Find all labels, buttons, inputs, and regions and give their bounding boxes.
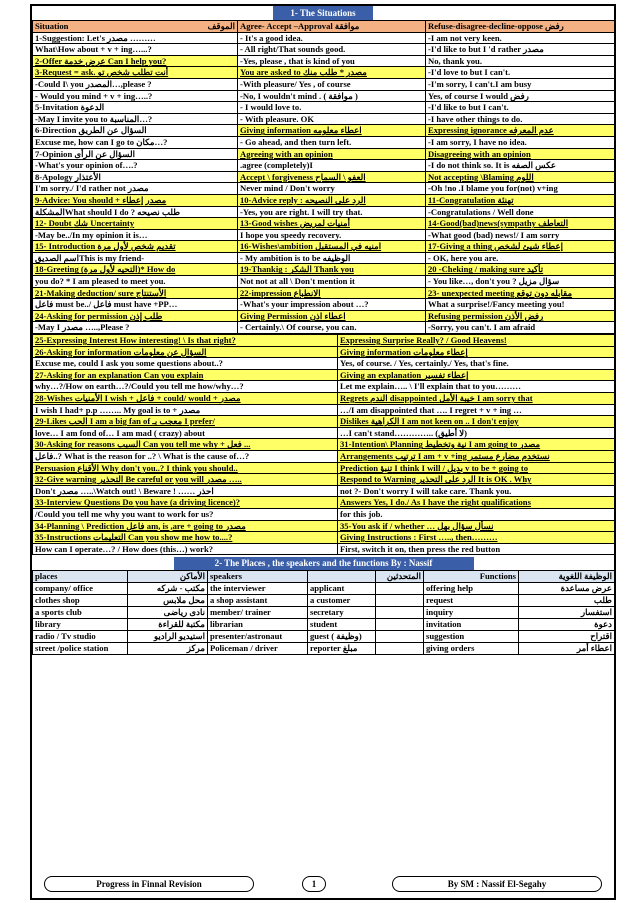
places-cell: member/ trainer <box>208 607 308 619</box>
places-cell: مركز <box>128 643 208 655</box>
places-cell: a customer <box>308 595 376 607</box>
situation-cell: 33-Interview Questions Do you have (a driving licence)? <box>33 497 338 509</box>
situation-row <box>33 55 615 67</box>
situation-row-2col <box>33 439 615 451</box>
places-row <box>33 607 615 619</box>
places-cell: a shop assistant <box>208 595 308 607</box>
places-cell: secretary <box>308 607 376 619</box>
places-cell: guest ( وظيفة) <box>308 631 376 643</box>
situation-cell: Not not at all \ Don't mention it <box>238 276 426 288</box>
situation-cell: Prediction تنبؤ I think I will / بديل v to be + going to <box>338 462 615 474</box>
header-agree: Agree- Accept –Approval موافقة <box>238 21 426 33</box>
situation-cell: 25-Expressing Interest How interesting! \ Is that right? <box>33 335 338 347</box>
situation-cell: 18-Greeting (التحيه لأول مرة)* How do <box>33 264 238 276</box>
situation-cell: 10-Advice reply : الرد على النصيحه <box>238 194 426 206</box>
situation-cell: Let me explain….. \ I'll explain that to you……… <box>338 381 615 393</box>
situation-cell: why…?/How on earth…?/Could you tell me how/why…? <box>33 381 338 393</box>
places-cell: a sports club <box>33 607 128 619</box>
situation-cell: - With pleasure. OK <box>238 113 426 125</box>
situation-cell: 26-Asking for information السؤال عن معلومات <box>33 346 338 358</box>
places-cell: library <box>33 619 128 631</box>
situation-cell: 23- unexpected meeting مقابله دون توقع <box>426 287 615 299</box>
situation-cell: 35-Instructions التعليمات Can you show me how to....? <box>33 532 338 544</box>
situation-cell: -What good (bad) news!/ I am sorry <box>426 229 615 241</box>
places-cell: reporter مبلغ <box>308 643 376 655</box>
places-table <box>32 570 615 655</box>
places-cell <box>376 643 424 655</box>
situation-cell: 6-Direction السؤال عن الطريق <box>33 125 238 137</box>
situation-cell: Refusing permission رفض الأذن <box>426 310 615 322</box>
situation-cell: 14-Good(bad)news(sympathy التعاطف <box>426 218 615 230</box>
situation-cell: No, thank you. <box>426 55 615 67</box>
places-row <box>33 583 615 595</box>
situation-cell: - Would you mind + v + ing…..? <box>33 90 238 102</box>
places-header-row <box>33 571 615 583</box>
situation-row <box>33 148 615 160</box>
situation-cell: -I'd like to but I 'd rather مصدر <box>426 44 615 56</box>
situation-cell: -I'm sorry, I can't.I am busy <box>426 78 615 90</box>
situation-cell: What\How about + v + ing…...? <box>33 44 238 56</box>
situation-cell: 32-Give warning التحذير Be careful or you will مصدر ….. <box>33 474 338 486</box>
situation-cell: Persuasion الأقناع Why don't you..? I think you should.. <box>33 462 338 474</box>
situation-cell: 30-Asking for reasons السبب Can you tell me why + فعل ... <box>33 439 338 451</box>
places-cell: inquiry <box>424 607 519 619</box>
situation-row <box>33 183 615 195</box>
situation-row <box>33 264 615 276</box>
situation-cell: 15- Introduction تقديم شخص لأول مرة <box>33 241 238 253</box>
situation-row <box>33 276 615 288</box>
situation-cell: Answers Yes, I do./ As I have the right qualifications <box>338 497 615 509</box>
situation-row <box>33 241 615 253</box>
places-cell <box>376 595 424 607</box>
places-cell: اقتراح <box>519 631 615 643</box>
places-cell: مكتب - شركه <box>128 583 208 595</box>
places-cell: مكتبة للقراءة <box>128 619 208 631</box>
situation-row <box>33 160 615 172</box>
places-cell: clothes shop <box>33 595 128 607</box>
places-cell: عرض مساعدة <box>519 583 615 595</box>
situation-cell: - It's a good idea. <box>238 32 426 44</box>
situation-cell: -I'd like to but I can't. <box>426 102 615 114</box>
situation-cell: -What's your opinion of….? <box>33 160 238 172</box>
situation-row <box>33 78 615 90</box>
situation-row-2col <box>33 508 615 520</box>
places-cell: company/ office <box>33 583 128 595</box>
situation-cell: فاعل must be../ فاعل must have +PP… <box>33 299 238 311</box>
situation-cell: Expressing Surprise Really? / Good Heavens! <box>338 335 615 347</box>
places-cell <box>376 631 424 643</box>
situation-cell: Yes, of course I would رفض <box>426 90 615 102</box>
situation-row-2col <box>33 497 615 509</box>
situation-cell: 34-Planning \ Prediction فاعل am, is ,are + going to مصدر <box>33 520 338 532</box>
situation-row <box>33 113 615 125</box>
title-bar <box>32 6 614 20</box>
situation-cell: Giving Permission اعطاء اذن <box>238 310 426 322</box>
places-cell: street /police station <box>33 643 128 655</box>
situation-cell: - All right/That sounds good. <box>238 44 426 56</box>
situation-cell: 12- Doubt شك Uncertainty <box>33 218 238 230</box>
situation-cell: -I am not very keen. <box>426 32 615 44</box>
situation-cell: …/I am disappointed that …. I regret + v + ing … <box>338 404 615 416</box>
situation-row <box>33 171 615 183</box>
situation-cell: Excuse me, could I ask you some questions about..? <box>33 358 338 370</box>
places-cell: radio / Tv studio <box>33 631 128 643</box>
situation-row-2col <box>33 427 615 439</box>
situation-cell: Arrangements ترتيب I am + v +ing نستخدم مضارع مستمر <box>338 450 615 462</box>
situation-cell: 16-Wishes\ambition امنيه في المستقبل <box>238 241 426 253</box>
situation-row-2col <box>33 485 615 497</box>
situation-cell: I hope you speedy recovery. <box>238 229 426 241</box>
situation-cell: Never mind / Don't worry <box>238 183 426 195</box>
places-cell <box>376 619 424 631</box>
situation-row <box>33 287 615 299</box>
situation-row <box>33 310 615 322</box>
places-cell <box>376 583 424 595</box>
situation-cell: -Oh !no .I blame you for(not) v+ing <box>426 183 615 195</box>
situation-cell: -Congratulations / Well done <box>426 206 615 218</box>
situation-cell: /Could you tell me why you want to work for us? <box>33 508 338 520</box>
places-cell: Policeman / driver <box>208 643 308 655</box>
situation-row-2col <box>33 543 615 555</box>
situation-cell: المشكلةWhat should I do ? طلب نصيحه <box>33 206 238 218</box>
footer-left: Progress in Finnal Revision <box>44 876 254 892</box>
situation-cell: -No, I wouldn't mind . ( موافقة ) <box>238 90 426 102</box>
situation-cell: -I am sorry, I have no idea. <box>426 136 615 148</box>
situation-cell: 2-Offer عرض خدمة Can I help you? <box>33 55 238 67</box>
situation-cell: اسم الصديقThis is my friend- <box>33 252 238 264</box>
page-title: 1- The Situations <box>273 6 373 20</box>
situation-cell: you do? * I am pleased to meet you. <box>33 276 238 288</box>
situation-row <box>33 299 615 311</box>
situation-row <box>33 229 615 241</box>
situation-cell: Not accepting \Blaming اللوم <box>426 171 615 183</box>
situation-cell: Giving an explanation إعطاء تفسير <box>338 369 615 381</box>
situation-row-2col <box>33 346 615 358</box>
places-row <box>33 643 615 655</box>
places-cell: دعوة <box>519 619 615 631</box>
situation-cell: 29-Likes الحب I am a big fan of معجب بـ I prefer/ <box>33 416 338 428</box>
places-cell: the interviewer <box>208 583 308 595</box>
situation-cell: .agree (completely)I <box>238 160 426 172</box>
situation-cell: فاعل..? What is the reason for ..? \ What is the cause of…? <box>33 450 338 462</box>
places-header-cell: الوظيفة اللغوية <box>519 571 615 583</box>
situation-cell: -May I مصدر …..,Please ? <box>33 322 238 334</box>
situation-cell: - OK, here you are. <box>426 252 615 264</box>
situation-cell: - Certainly.\ Of course, you can. <box>238 322 426 334</box>
places-cell: invitation <box>424 619 519 631</box>
situation-cell: How can I operate…? / How does (this…) work? <box>33 543 338 555</box>
situation-cell: I'm sorry./ I'd rather not مصدر <box>33 183 238 195</box>
situation-cell: Disagreeing with an opinion <box>426 148 615 160</box>
footer-right: By SM : Nassif El-Segahy <box>392 876 602 892</box>
places-header-cell: places <box>33 571 128 583</box>
situation-cell: 22-impression الانطباع <box>238 287 426 299</box>
situation-cell: Giving information اعطاء معلومه <box>238 125 426 137</box>
situation-cell: - My ambition is to be الوظيفه <box>238 252 426 264</box>
places-cell: طلب <box>519 595 615 607</box>
situation-cell: -I have other things to do. <box>426 113 615 125</box>
situation-cell: 1-Suggestion: Let's مصدر ……… <box>33 32 238 44</box>
situation-row <box>33 44 615 56</box>
situation-cell: I wish I had+ p.p …….. My goal is to + مصدر <box>33 404 338 416</box>
situation-row-2col <box>33 404 615 416</box>
situations-header-row <box>33 21 615 33</box>
situation-cell: 11-Congratulation تهنئة <box>426 194 615 206</box>
situation-cell: 5-Invitation الدعوة <box>33 102 238 114</box>
situation-cell: 17-Giving a thing إعطاء شيئ لشخص <box>426 241 615 253</box>
situation-cell: First, switch it on, then press the red button <box>338 543 615 555</box>
situation-cell: …I can't stand………….. (لا أطيق) <box>338 427 615 439</box>
places-cell: نادى رياضى <box>128 607 208 619</box>
situation-row-2col <box>33 393 615 405</box>
page-number: 1 <box>302 876 326 892</box>
situation-row-2col <box>33 474 615 486</box>
situation-cell: 3-Request = ask. أنت تطلب شخص تو <box>33 67 238 79</box>
situation-cell: 9-Advice: You should + مصدر إعطاء <box>33 194 238 206</box>
places-header-cell: المتحدثين <box>376 571 424 583</box>
situation-row <box>33 218 615 230</box>
situation-cell: 24-Asking for permission طلب إذن <box>33 310 238 322</box>
situation-cell: -With pleasure/ Yes , of course <box>238 78 426 90</box>
places-cell: استفسار <box>519 607 615 619</box>
footer <box>30 872 616 896</box>
places-cell <box>376 607 424 619</box>
situation-row-2col <box>33 381 615 393</box>
situation-cell: Don't مصدر …..\Watch out! \ Beware ! …… احذر <box>33 485 338 497</box>
situation-cell: -May be../In my opinion it is… <box>33 229 238 241</box>
places-cell: محل ملابس <box>128 595 208 607</box>
situation-row <box>33 125 615 137</box>
places-cell: request <box>424 595 519 607</box>
situation-cell: -I do not think so. It is عكس الصفه <box>426 160 615 172</box>
situation-cell: Dislikes الكراهية I am not keen on .. I don't enjoy <box>338 416 615 428</box>
situation-cell: 19-Thankig : الشكر Thank you <box>238 264 426 276</box>
situation-cell: love… I am fond of… I am mad ( crazy) about <box>33 427 338 439</box>
places-header-cell <box>308 571 376 583</box>
places-header-cell: speakers <box>208 571 308 583</box>
situation-row-2col <box>33 462 615 474</box>
situation-cell: Regrets الندم disappointed خيبة الأمل I am sorry that <box>338 393 615 405</box>
situation-row-2col <box>33 358 615 370</box>
situation-cell: - I would love to. <box>238 102 426 114</box>
header-situation: Situation الموقف <box>33 21 238 33</box>
situation-row-2col <box>33 369 615 381</box>
situation-cell: for this job. <box>338 508 615 520</box>
situation-cell: 28-Wishes الأمنيات I wish + فاعل + could/ would + مصدر <box>33 393 338 405</box>
situation-cell: 21-Making deduction/ sure الأستنتاج <box>33 287 238 299</box>
situation-cell: -Yes, you are right. I will try that. <box>238 206 426 218</box>
situation-cell: -What's your impression about …? <box>238 299 426 311</box>
situation-cell: 8-Apology الأعتذار <box>33 171 238 183</box>
situation-cell: -May I invite you to المناسبة…? <box>33 113 238 125</box>
situation-row-2col <box>33 520 615 532</box>
places-cell: librarian <box>208 619 308 631</box>
situation-cell: -Sorry, you can't. I am afraid <box>426 322 615 334</box>
situation-row <box>33 90 615 102</box>
situation-cell: - Go ahead, and then turn left. <box>238 136 426 148</box>
situation-row-2col <box>33 532 615 544</box>
situation-cell: 20 -Cheking / making sure تأكيد <box>426 264 615 276</box>
situations-table <box>32 20 615 334</box>
situation-row <box>33 136 615 148</box>
situation-cell: Expressing ignorance عدم المعرفه <box>426 125 615 137</box>
situation-cell: Giving information إعطاء معلومات <box>338 346 615 358</box>
places-cell: offering help <box>424 583 519 595</box>
situation-cell: -I'd love to but I can't. <box>426 67 615 79</box>
situation-cell: You are asked to مصدر * طلب منك <box>238 67 426 79</box>
places-cell: استيديو الراديو <box>128 631 208 643</box>
situation-cell: Agreeing with an opinion <box>238 148 426 160</box>
section-2-title: 2- The Places , the speakers and the functions By : Nassif <box>174 557 474 570</box>
situation-cell: Excuse me, how can I go to مكان…? <box>33 136 238 148</box>
situation-row-2col <box>33 416 615 428</box>
situation-cell: 27-Asking for an explanation Can you explain <box>33 369 338 381</box>
situation-cell: Giving Instructions : First ….., then……… <box>338 532 615 544</box>
situation-cell: - You like…, don't you ? سؤال مزيل <box>426 276 615 288</box>
situation-cell: -Yes, please , that is kind of you <box>238 55 426 67</box>
situation-cell: -Could I\ you المصدر…,please ? <box>33 78 238 90</box>
situation-row <box>33 206 615 218</box>
places-row <box>33 619 615 631</box>
places-row <box>33 631 615 643</box>
places-cell: student <box>308 619 376 631</box>
situations-table-2col <box>32 334 615 555</box>
places-header-cell: الأماكن <box>128 571 208 583</box>
places-cell: suggestion <box>424 631 519 643</box>
places-cell: اعطاء أمر <box>519 643 615 655</box>
situation-cell: not ?- Don't worry I will take care. Thank you. <box>338 485 615 497</box>
situation-row <box>33 32 615 44</box>
situation-cell: 31-Intention\ Planning نية وتخطيط I am going to مصدر <box>338 439 615 451</box>
situation-cell: What a surprise!/Fancy meeting you! <box>426 299 615 311</box>
situation-row <box>33 252 615 264</box>
situation-row <box>33 102 615 114</box>
header-refuse: Refuse-disagree-decline-oppose رفض <box>426 21 615 33</box>
situation-row <box>33 322 615 334</box>
situation-cell: Yes, of course. / Yes, certainly./ Yes, that's fine. <box>338 358 615 370</box>
places-row <box>33 595 615 607</box>
situation-row <box>33 194 615 206</box>
places-cell: presenter/astronaut <box>208 631 308 643</box>
situation-cell: 13-Good wishes أمنيات لمريض <box>238 218 426 230</box>
places-cell: applicant <box>308 583 376 595</box>
situation-row <box>33 67 615 79</box>
situation-row-2col <box>33 335 615 347</box>
places-header-cell: Functions <box>424 571 519 583</box>
page-frame <box>30 4 616 900</box>
situation-cell: 35-You ask if / whether … نسأل سؤال بهل <box>338 520 615 532</box>
places-cell: giving orders <box>424 643 519 655</box>
situation-cell: 7-Opinion السؤال عن الرأى <box>33 148 238 160</box>
situation-row-2col <box>33 450 615 462</box>
situation-cell: Respond to Warning الرد على التحذير It is OK . Why <box>338 474 615 486</box>
situation-cell: Accept \ forgiveness العفو \ السماح <box>238 171 426 183</box>
